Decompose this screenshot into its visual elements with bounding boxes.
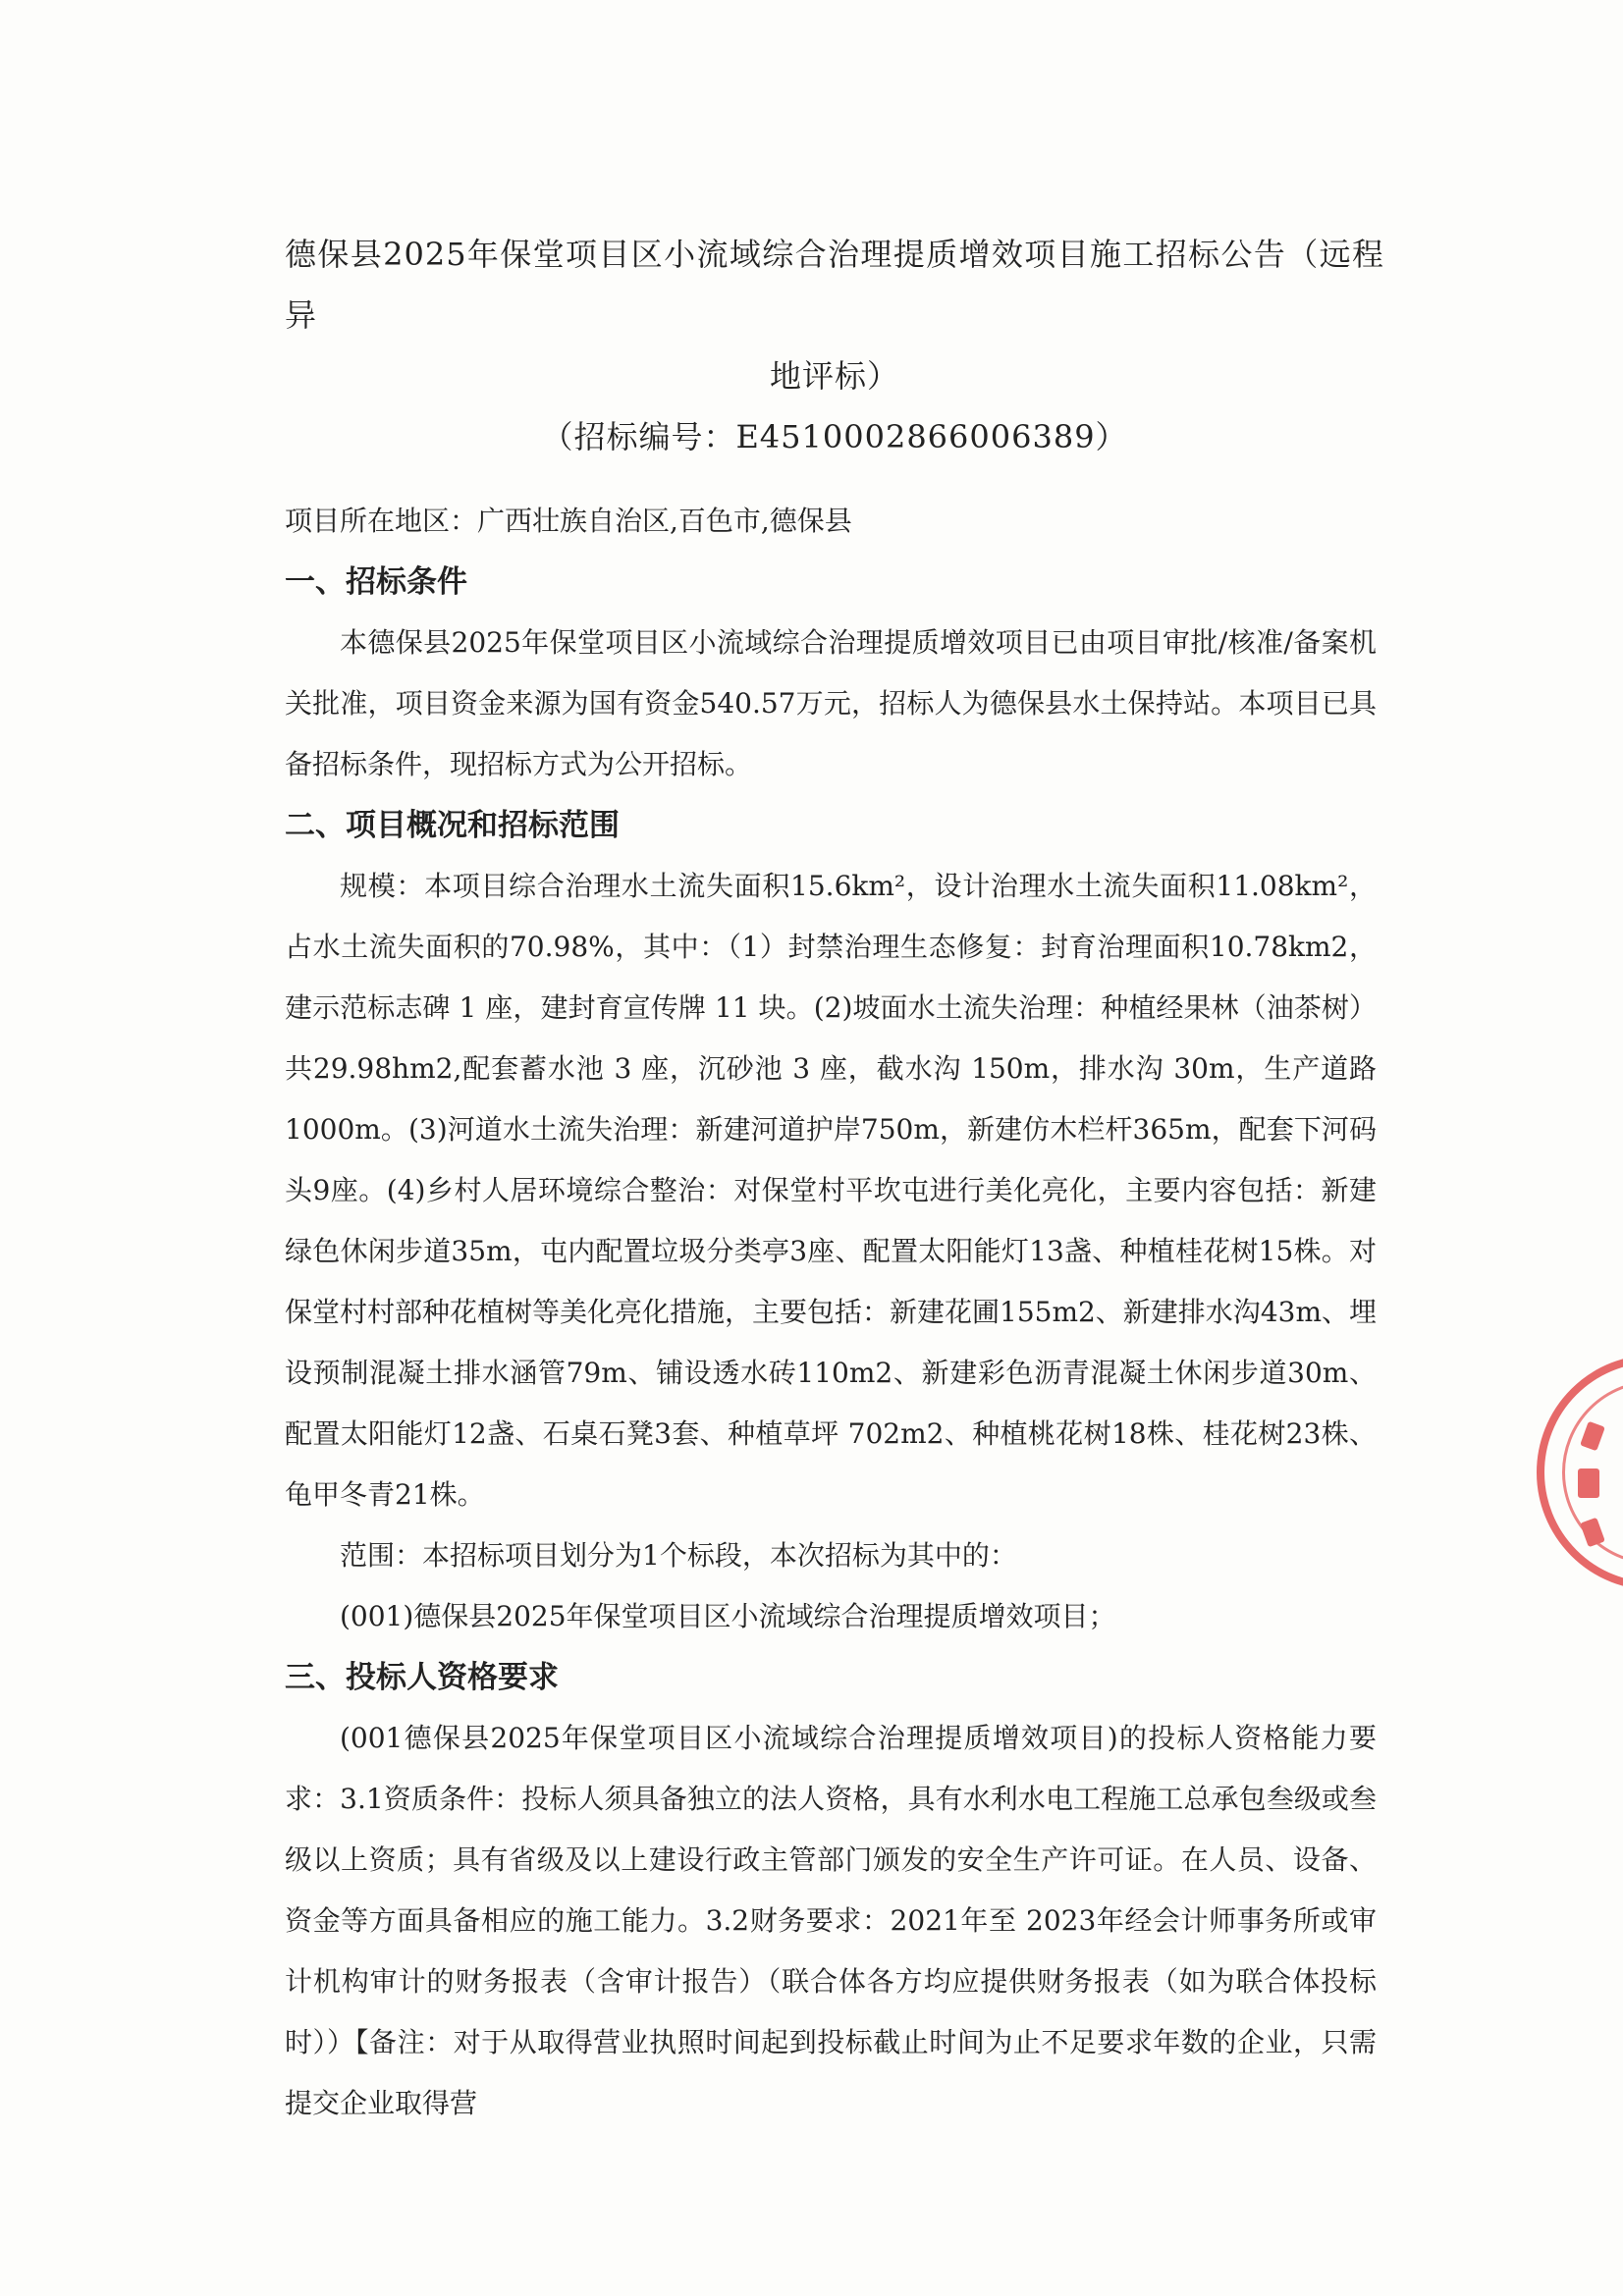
section-2-scale-paragraph: 规模：本项目综合治理水土流失面积15.6km²，设计治理水土流失面积11.08km²，占水土流失面积的70.98%，其中：（1）封禁治理生态修复：封育治理面积10.78km2，建示范标志碑 1 座，建封育宣传牌 11 块。(2)坡面水土流失治理：种植经果林（油茶树）共29.98hm2,配套蓄水池 3 座，沉砂池 3 座，截水沟 150m，排水沟 30m，生产道路 1000m。(3)河道水土流失治理：新建河道护岸750m，新建仿木栏杆365m，配套下河码头9座。(4)乡村人居环境综合整治：对保堂村平坎屯进行美化亮化，主要内容包括：新建绿色休闲步道35m，屯内配置垃圾分类亭3座、配置太阳能灯13盏、种植桂花树15株。对保堂村村部种花植树等美化亮化措施，主要包括：新建花圃155m2、新建排水沟43m、埋设预制混凝土排水涵管79m、铺设透水砖110m2、新建彩色沥青混凝土休闲步道30m、配置太阳能灯12盏、石桌石凳3套、种植草坪 702m2、种植桃花树18株、桂花树23株、龟甲冬青21株。 (285, 870, 1377, 1511)
document-body (285, 491, 1377, 2134)
official-seal-stamp (1537, 1355, 1623, 1590)
title-line-2: 地评标） (769, 357, 899, 395)
tender-code: （招标编号：E4510002866006389） (541, 418, 1128, 455)
title-line-1: 德保县2025年保堂项目区小流域综合治理提质增效项目施工招标公告（远程异 (285, 236, 1384, 334)
section-heading-3: 三、投标人资格要求 (285, 1660, 559, 1695)
document-title (285, 224, 1384, 467)
seal-mark (1580, 1421, 1605, 1452)
section-heading-2: 二、项目概况和招标范围 (285, 808, 620, 843)
section-heading-1: 一、招标条件 (285, 564, 467, 600)
section-1-paragraph: 本德保县2025年保堂项目区小流域综合治理提质增效项目已由项目审批/核准/备案机关批准，项目资金来源为国有资金540.57万元，招标人为德保县水土保持站。本项目已具备招标条件，现招标方式为公开招标。 (285, 626, 1377, 780)
section-2-lot-paragraph: (001)德保县2025年保堂项目区小流域综合治理提质增效项目； (340, 1600, 1116, 1632)
section-3-paragraph: (001德保县2025年保堂项目区小流域综合治理提质增效项目)的投标人资格能力要求：3.1资质条件：投标人须具备独立的法人资格，具有水利水电工程施工总承包叁级或叁级以上资质；具有省级及以上建设行政主管部门颁发的安全生产许可证。在人员、设备、资金等方面具备相应的施工能力。3.2财务要求：2021年至 2023年经会计师事务所或审计机构审计的财务报表（含审计报告）（联合体各方均应提供财务报表（如为联合体投标时））【备注：对于从取得营业执照时间起到投标截止时间为止不足要求年数的企业，只需提交企业取得营 (285, 1722, 1377, 2119)
section-2-scope-paragraph: 范围：本招标项目划分为1个标段，本次招标为其中的： (340, 1539, 1017, 1572)
project-region: 项目所在地区：广西壮族自治区,百色市,德保县 (285, 505, 852, 537)
seal-mark (1580, 1518, 1605, 1548)
seal-mark (1578, 1468, 1599, 1498)
